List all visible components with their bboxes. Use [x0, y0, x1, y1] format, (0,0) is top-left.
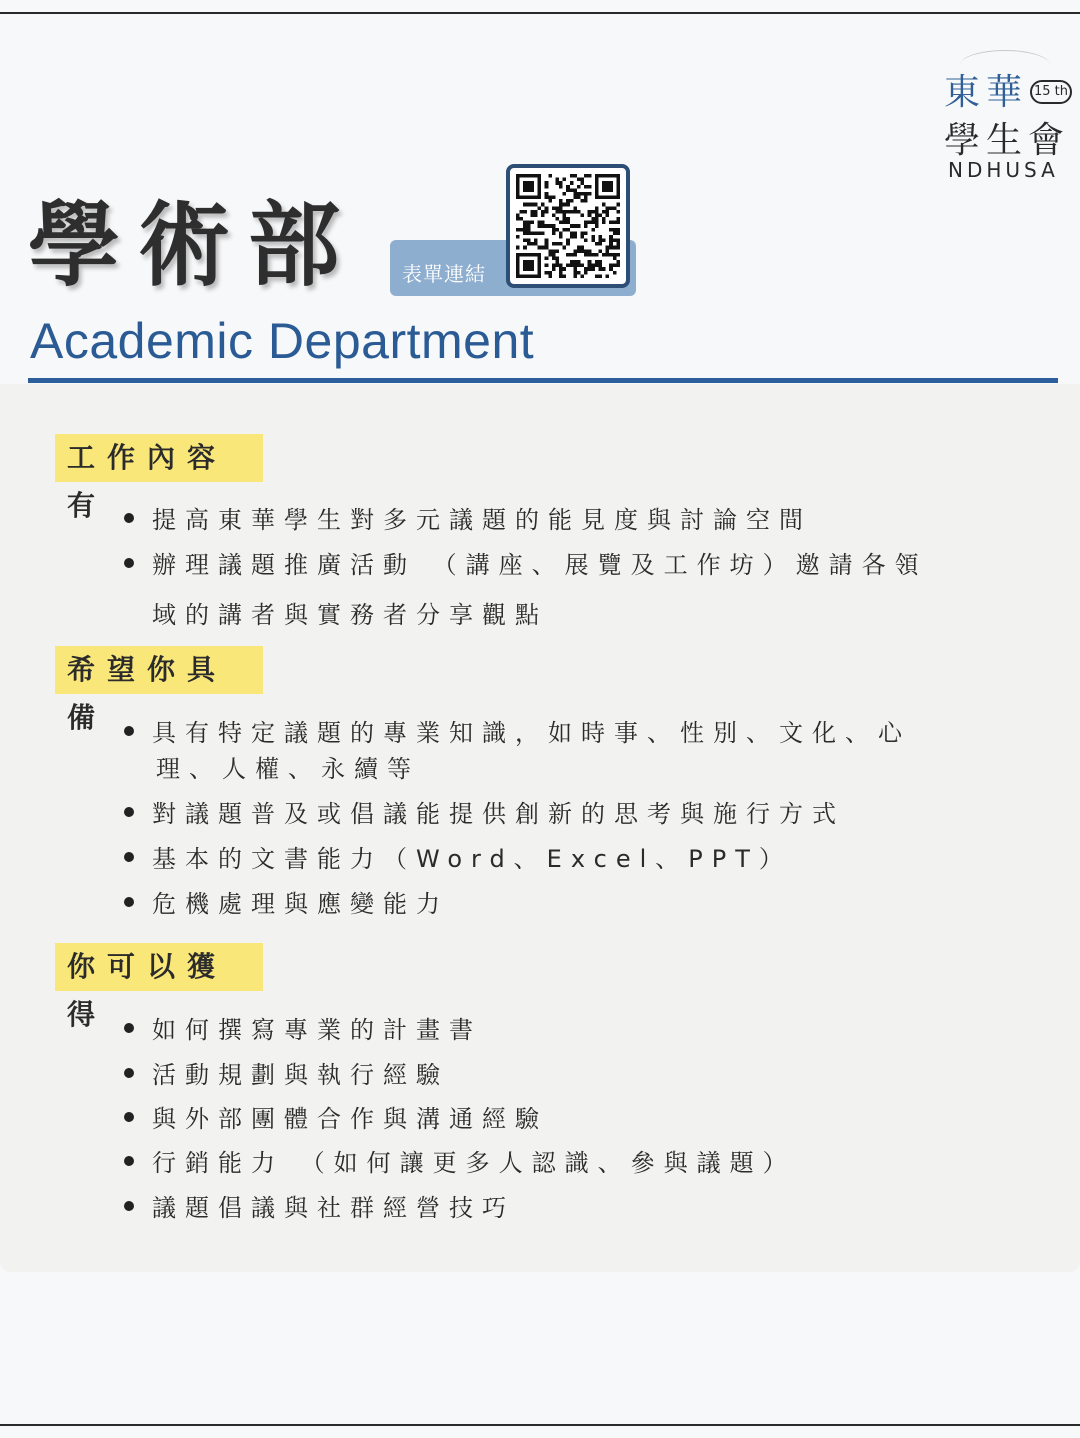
section-label-requirements: 希望你具備: [55, 646, 263, 694]
bullet-icon: [124, 1156, 134, 1166]
list-item: 對議題普及或倡議能提供創新的思考與施行方式: [124, 794, 845, 829]
bullet-icon: [124, 1023, 134, 1033]
bullet-icon: [124, 1112, 134, 1122]
logo-line2: 學生會: [944, 120, 1071, 161]
bottom-border: [0, 1424, 1080, 1426]
list-item: 具有特定議題的專業知識，如時事、性別、文化、心: [124, 713, 911, 748]
list-item: 行銷能力 （如何讓更多人認識、參與議題）: [124, 1143, 796, 1178]
list-item-continuation: 域的講者與實務者分享觀點: [152, 601, 548, 629]
logo-line1: 東華: [944, 72, 1029, 113]
qr-code-image: [516, 174, 620, 278]
logo-badge: 15 th: [1030, 80, 1072, 104]
form-link-label: 表單連結: [402, 262, 486, 286]
page-title: 學術部: [28, 191, 359, 299]
qr-code[interactable]: [506, 164, 630, 288]
bullet-icon: [124, 726, 134, 736]
section-label-duties: 工作內容有: [55, 434, 263, 482]
bullet-icon: [124, 1201, 134, 1211]
bullet-icon: [124, 807, 134, 817]
bullet-icon: [124, 513, 134, 523]
ndhusa-logo: [940, 50, 1075, 190]
top-border: [0, 12, 1080, 14]
list-item: 如何撰寫專業的計畫書: [124, 1010, 482, 1045]
bullet-icon: [124, 852, 134, 862]
bullet-icon: [124, 558, 134, 568]
page-subtitle: Academic Department: [30, 313, 535, 369]
list-item: 與外部團體合作與溝通經驗: [124, 1099, 548, 1134]
list-item: 危機處理與應變能力: [124, 884, 449, 919]
header-divider: [28, 378, 1058, 383]
list-item: 提高東華學生對多元議題的能見度與討論空間: [124, 500, 812, 535]
list-item-continuation: 理、人權、永續等: [156, 755, 420, 783]
list-item: 議題倡議與社群經營技巧: [124, 1188, 515, 1223]
qr-modules: [516, 174, 620, 278]
bullet-icon: [124, 1068, 134, 1078]
bullet-icon: [124, 897, 134, 907]
list-item: 活動規劃與執行經驗: [124, 1055, 449, 1090]
logo-line3: NDHUSA: [948, 158, 1059, 182]
list-item: 辦理議題推廣活動 （講座、展覽及工作坊）邀請各領: [124, 545, 928, 580]
section-label-benefits: 你可以獲得: [55, 943, 263, 991]
list-item: 基本的文書能力（Word、Excel、PPT）: [124, 839, 792, 874]
